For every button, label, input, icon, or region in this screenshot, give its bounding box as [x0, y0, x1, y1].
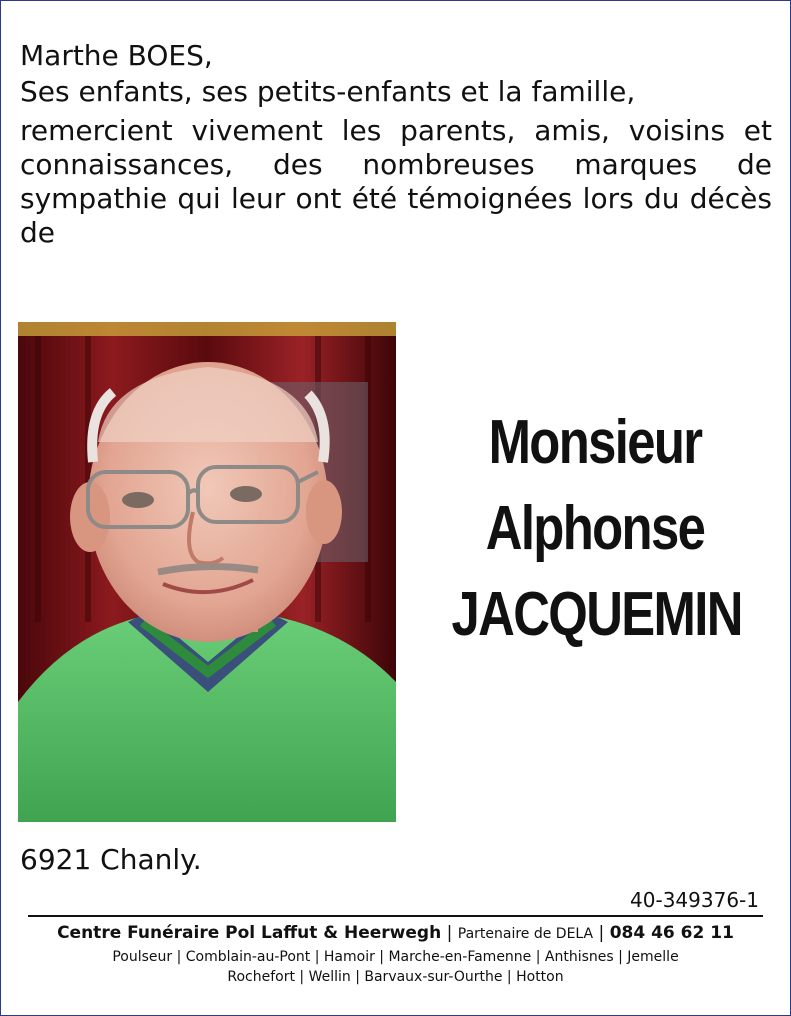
funeral-home-name: Centre Funéraire Pol Laffut & Heerwegh [57, 923, 442, 943]
funeral-home-footer [0, 920, 791, 987]
deceased-last-name: JACQUEMIN [451, 580, 742, 649]
portrait-photo [18, 322, 396, 822]
separator: | [446, 923, 458, 943]
widow-name: Marthe BOES, [20, 39, 213, 72]
partner-text: Partenaire de DELA [457, 926, 594, 942]
locations-line-2: Rochefort | Wellin | Barvaux-sur-Ourthe | Hotton [227, 969, 564, 985]
deceased-first-name: Alphonse [485, 494, 705, 563]
phone-number: 084 46 62 11 [609, 923, 734, 943]
locations-line-1: Poulseur | Comblain-au-Pont | Hamoir | Marche-en-Famenne | Anthisnes | Jemelle [112, 949, 679, 965]
family-line: Ses enfants, ses petits-enfants et la famille, [20, 75, 636, 108]
separator: | [598, 923, 610, 943]
footer-divider [28, 915, 763, 917]
thanks-paragraph: remercient vivement les parents, amis, voisins et connaissances, des nombreuses marques de sympathie qui leur ont été témoignées lors du décès de [20, 114, 772, 249]
reference-number: 40-349376-1 [630, 888, 759, 912]
deceased-name [451, 400, 742, 658]
intro-text [20, 38, 772, 250]
deceased-title: Monsieur [488, 408, 702, 477]
family-address: 6921 Chanly. [20, 843, 202, 876]
